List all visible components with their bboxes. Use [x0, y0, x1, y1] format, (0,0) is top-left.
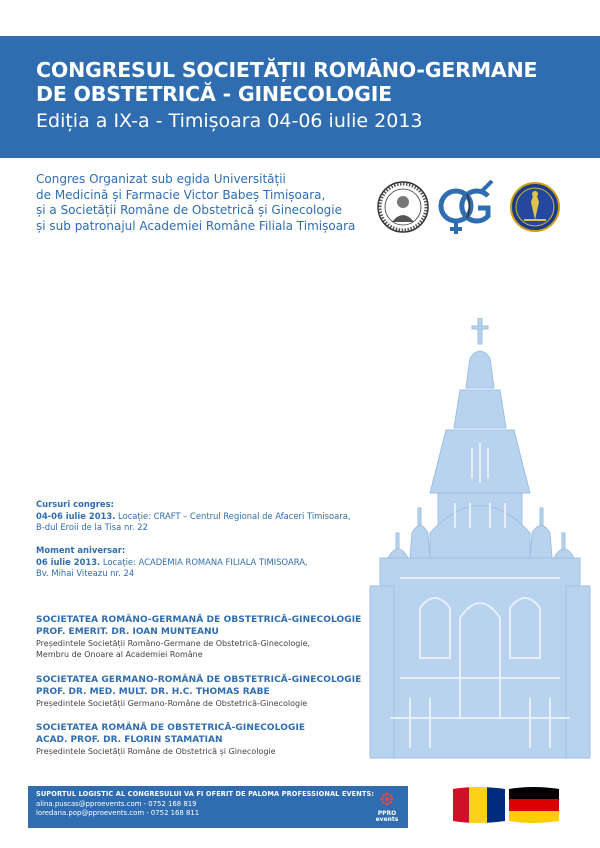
edition-line: Ediția a IX-a - Timișoara 04-06 iulie 2013: [36, 110, 423, 132]
ppro-events-logo: [374, 791, 400, 823]
courses-date: 04-06 iulie 2013.: [36, 510, 116, 521]
events-word: events: [375, 815, 399, 823]
cathedral-illustration: [360, 318, 600, 763]
society-block: [36, 614, 376, 660]
courses-info: [36, 499, 351, 534]
courses-label: Cursuri congres:: [36, 499, 114, 509]
footer-contact-1[interactable]: alina.puscas@pproevents.com - 0752 168 819: [36, 799, 197, 808]
header-banner: [0, 36, 600, 158]
footer-contact-2[interactable]: loredana.pop@pproevents.com - 0752 168 811: [36, 809, 200, 818]
footer-heading: SUPORTUL LOGISTIC AL CONGRESULUI VA FI OFERIT DE PALOMA PROFESSIONAL EVENTS:: [36, 790, 375, 798]
society-name: SOCIETATEA GERMANO-ROMÂNĂ DE OBSTETRICĂ-GINECOLOGIE: [36, 675, 362, 685]
footer-banner: [28, 786, 408, 828]
society-role: Președintele Societății Române de Obstetrică și Ginecologie: [36, 747, 276, 756]
organizer-text: [36, 172, 366, 234]
society-role: Președintele Societății Româno-Germane de Obstetrică-Ginecologie,: [36, 639, 311, 648]
anniversary-label: Moment aniversar:: [36, 545, 126, 555]
germany-flag-icon: [505, 787, 561, 823]
obstetrics-society-logo-icon: [436, 180, 500, 236]
society-president: PROF. DR. MED. MULT. DR. H.C. THOMAS RABE: [36, 687, 270, 697]
title-line1: CONGRESUL SOCIETĂȚII ROMÂNO-GERMANE: [36, 58, 538, 82]
courses-address: B-dul Eroii de la Tisa nr. 22: [36, 522, 148, 532]
anniversary-location: Locație: ACADEMIA ROMANA FILIALA TIMISOARA,: [102, 556, 308, 567]
society-name: SOCIETATEA ROMÂNO-GERMANĂ DE OBSTETRICĂ-GINECOLOGIE: [36, 615, 362, 625]
society-role-secondary: Membru de Onoare al Academiei Române: [36, 650, 203, 659]
organizer-line1: Congres Organizat sub egida Universității: [36, 172, 286, 186]
society-block: [36, 722, 376, 757]
university-seal-icon: [376, 180, 430, 234]
ppro-flower-icon: [376, 791, 398, 807]
society-name: SOCIETATEA ROMÂNĂ DE OBSTETRICĂ-GINECOLOGIE: [36, 723, 306, 733]
partner-logos: [376, 180, 566, 236]
romania-flag-icon: [449, 787, 505, 823]
organizer-line4: și sub patronajul Academiei Române Filiala Timișoara: [36, 218, 356, 233]
anniversary-date: 06 iulie 2013.: [36, 556, 101, 567]
organizer-line2: de Medicină și Farmacie Victor Babeș Timișoara,: [36, 187, 326, 202]
organizer-line3: și a Societății Române de Obstetrică și Ginecologie: [36, 203, 342, 217]
flags: [449, 787, 561, 823]
courses-location: Locație: CRAFT – Centrul Regional de Afaceri Timisoara,: [118, 510, 351, 521]
society-president: ACAD. PROF. DR. FLORIN STAMATIAN: [36, 735, 223, 745]
anniversary-address: Bv. Mihai Viteazu nr. 24: [36, 568, 135, 578]
society-role: Președintele Societății Germano-Române de Obstetrică-Ginecologie: [36, 699, 308, 708]
ppro-word: PPRO: [377, 809, 397, 817]
society-block: [36, 674, 376, 709]
title-line2: DE OBSTETRICĂ - GINECOLOGIE: [36, 82, 392, 106]
academy-emblem-icon: [510, 180, 560, 234]
society-president: PROF. EMERIT. DR. IOAN MUNTEANU: [36, 627, 219, 637]
anniversary-info: [36, 545, 308, 580]
